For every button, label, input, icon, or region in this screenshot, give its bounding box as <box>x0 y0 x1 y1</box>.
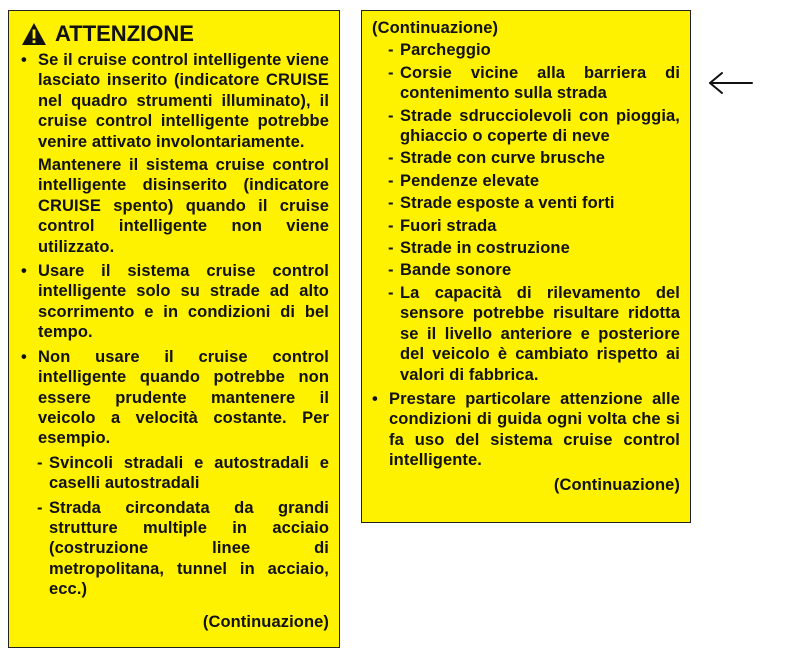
dash-item: - Fuori strada <box>388 216 497 235</box>
list-item: • Se il cruise control intelligente viene lasciato inserito (indicatore CRUISE nel quadro strumenti illuminato), il cruise control intelligente potrebbe venire attivato involontariamente. <box>21 51 329 151</box>
dash-item: - Strade sdrucciolevoli con pioggia, ghiaccio o coperte di neve <box>388 106 680 146</box>
continued-label: (Continuazione) <box>202 612 329 631</box>
warning-panel-right <box>361 10 691 523</box>
warning-title <box>21 21 329 47</box>
list-item: • Usare il sistema cruise control intelligente solo su strade ad alto scorrimento e in condizioni di bel tempo. <box>21 262 329 342</box>
warning-panel-left <box>8 10 340 648</box>
dash-item: - Bande sonore <box>388 261 512 280</box>
continued-label-bottom: (Continuazione) <box>553 475 680 494</box>
dash-item: - Parcheggio <box>388 41 491 60</box>
dash-item: - Strada circondata da grandi strutture multiple in acciaio (costruzione linee di metropolitana, tunnel in acciaio, ecc.) <box>37 498 329 599</box>
dash-item: - Svincoli stradali e autostradali e caselli autostradali <box>37 453 329 493</box>
dash-item: - Strade in costruzione <box>388 239 570 258</box>
dash-item: - Pendenze elevate <box>388 171 540 190</box>
dash-item: - La capacità di rilevamento del sensore potrebbe risultare ridotta se il livello anteriore e posteriore del veicolo è cambiato rispetto ai valori di fabbrica. <box>388 283 680 384</box>
left-arrow-icon <box>706 70 754 96</box>
dash-item: - Strade esposte a venti forti <box>388 194 615 213</box>
list-item: • Prestare particolare attenzione alle condizioni di guida ogni volta che si fa uso del sistema cruise control intelligente. <box>372 389 680 470</box>
list-item: • Non usare il cruise control intelligente quando potrebbe non essere prudente mantenere il veicolo a velocità costante. Per esempio. <box>21 347 329 448</box>
warning-triangle-icon <box>21 22 47 46</box>
dash-item: - Strade con curve brusche <box>388 149 606 168</box>
paragraph: Mantenere il sistema cruise control intelligente disinserito (indicatore CRUISE spento) quando il cruise control intelligente non viene utilizzato. <box>38 156 329 256</box>
continued-label-top: (Continuazione) <box>372 19 499 37</box>
warning-title-text: ATTENZIONE <box>55 21 194 46</box>
dash-item: - Corsie vicine alla barriera di contenimento sulla strada <box>388 63 680 103</box>
